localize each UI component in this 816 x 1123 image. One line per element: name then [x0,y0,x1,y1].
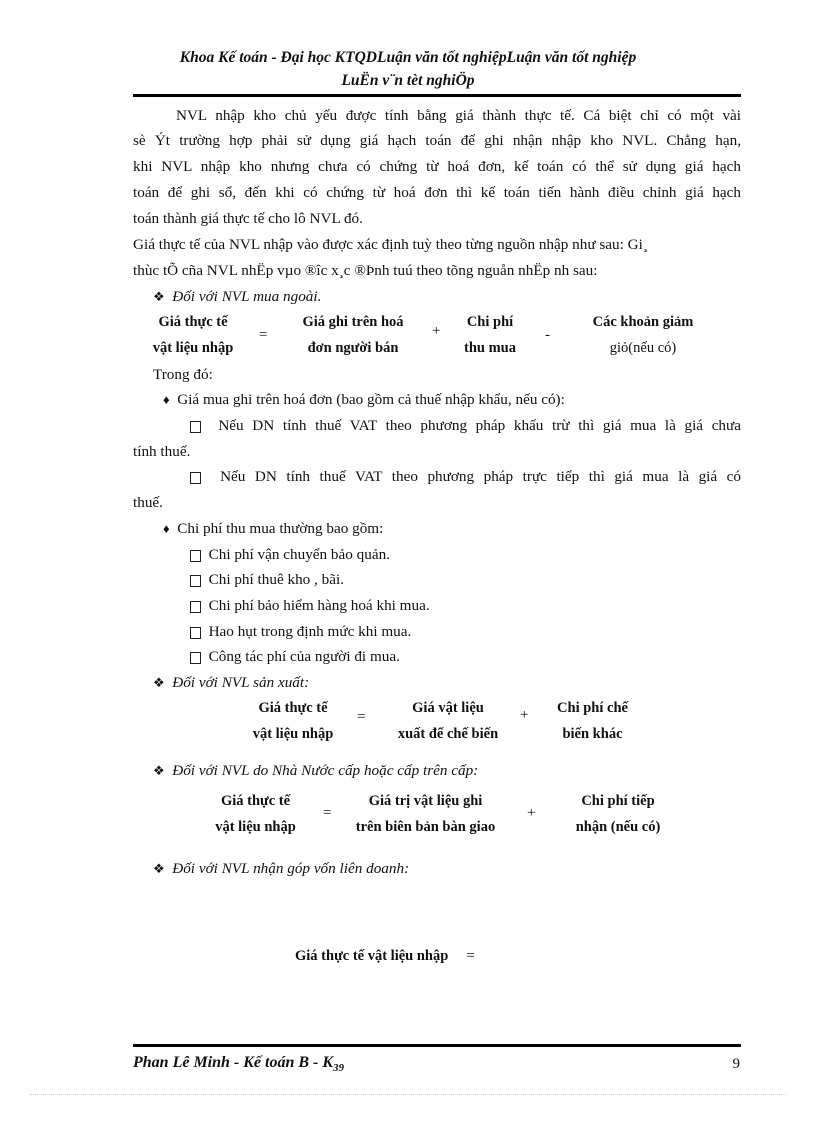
diamond-four-icon: ❖ [153,763,165,778]
formula-state: Giá thực tế vật liệu nhập = Giá trị vật liệu ghi trên biên bản bàn giao + Chi phí tiếp nhận (nếu có) [215,793,661,835]
intro-line: toán thành giá thực tế cho lô NVL đó. [133,210,363,227]
list-item: ♦ Chi phí thu mua thường bao gồm: [163,520,384,537]
list-item: Chi phí bảo hiểm hàng hoá khi mua. [190,593,430,618]
intro-line: toán để ghi sổ, đến khi có chứng từ hoá đơn thì kế toán tiến hành điều chỉnh giá hạch [133,184,741,201]
formula-production: Giá thực tế vật liệu nhập = Giá vật liệu xuất để chế biến + Chi phí chế biến khác [252,700,628,742]
page-number: 9 [732,1056,740,1072]
list-item: Chi phí vận chuyển bảo quản. [190,542,390,567]
footer-author: Phan Lê Minh - Kế toán B - $K_{39}$ [133,1054,345,1075]
header-title: Khoa Kế toán - Đại học KTQDLuận văn tốt nghiệpLuận văn tốt nghiệp [179,49,637,66]
box-icon [190,550,201,562]
list-item: Công tác phí của người đi mua. [190,644,400,669]
intro-line: NVL nhập kho chủ yếu được tính bằng giá thành thực tế. Cá biệt chỉ có một vài [176,107,741,124]
formula-purchase: Giá thực tế vật liệu nhập = Giá ghi trên hoá đơn người bán + Chi phí thu mua - Các khoản giảm giỏ(nếu có) [152,314,694,356]
diamond-four-icon: ❖ [153,289,165,304]
list-item: ♦ Giá mua ghi trên hoá đơn (bao gồm cả thuế nhập khẩu, nếu có): [163,391,565,408]
section-heading: ❖ Đối với NVL sản xuất: [153,674,310,691]
box-icon [190,627,201,639]
list-item: Nếu DN tính thuế VAT theo phương pháp khấu trừ thì giá mua là giá chưa [133,413,741,438]
page-edge [30,1094,786,1095]
list-item-cont: thuế. [133,494,163,511]
diamond-icon: ♦ [163,521,170,536]
box-icon [190,575,201,587]
trong-do-label: Trong đó: [153,366,213,383]
section-heading: ❖ Đối với NVL nhận góp vốn liên doanh: [153,860,410,877]
diamond-four-icon: ❖ [153,675,165,690]
header-rule [133,94,741,97]
box-icon [190,421,201,433]
intro-line: thùc tÕ cña NVL nhËp vµo ®îc x¸c ®Þnh tuú theo tõng nguån nhËp nh sau: [133,262,598,279]
formula-joint-venture: Giá thực tế vật liệu nhập = [295,948,475,964]
list-item-cont: tính thuế. [133,443,191,460]
box-icon [190,652,201,664]
list-item: Chi phí thuê kho , bãi. [190,567,344,592]
header-subtitle: LuËn v¨n tèt nghiÖp [341,72,475,89]
intro-line: khi NVL nhập kho nhưng chưa có chứng từ hoá đơn, kế toán có thể sử dụng giá hạch [133,158,741,175]
list-item: Nếu DN tính thuế VAT theo phương pháp trực tiếp thì giá mua là giá có [133,464,741,489]
section-heading: ❖ Đối với NVL mua ngoài. [153,288,322,305]
list-item: Hao hụt trong định mức khi mua. [190,619,411,644]
footer-rule [133,1044,741,1047]
box-icon [190,472,201,484]
section-heading: ❖ Đối với NVL do Nhà Nước cấp hoặc cấp trên cấp: [153,762,479,779]
intro-line: Giá thực tế của NVL nhập vào được xác định tuỳ theo từng nguồn nhập như sau: Gi¸ [133,236,648,253]
diamond-four-icon: ❖ [153,861,165,876]
intro-line: sè Ýt trường hợp phải sử dụng giá hạch toán để ghi nhận nhập kho NVL. Chẳng hạn, [133,132,741,149]
box-icon [190,601,201,613]
diamond-icon: ♦ [163,392,170,407]
